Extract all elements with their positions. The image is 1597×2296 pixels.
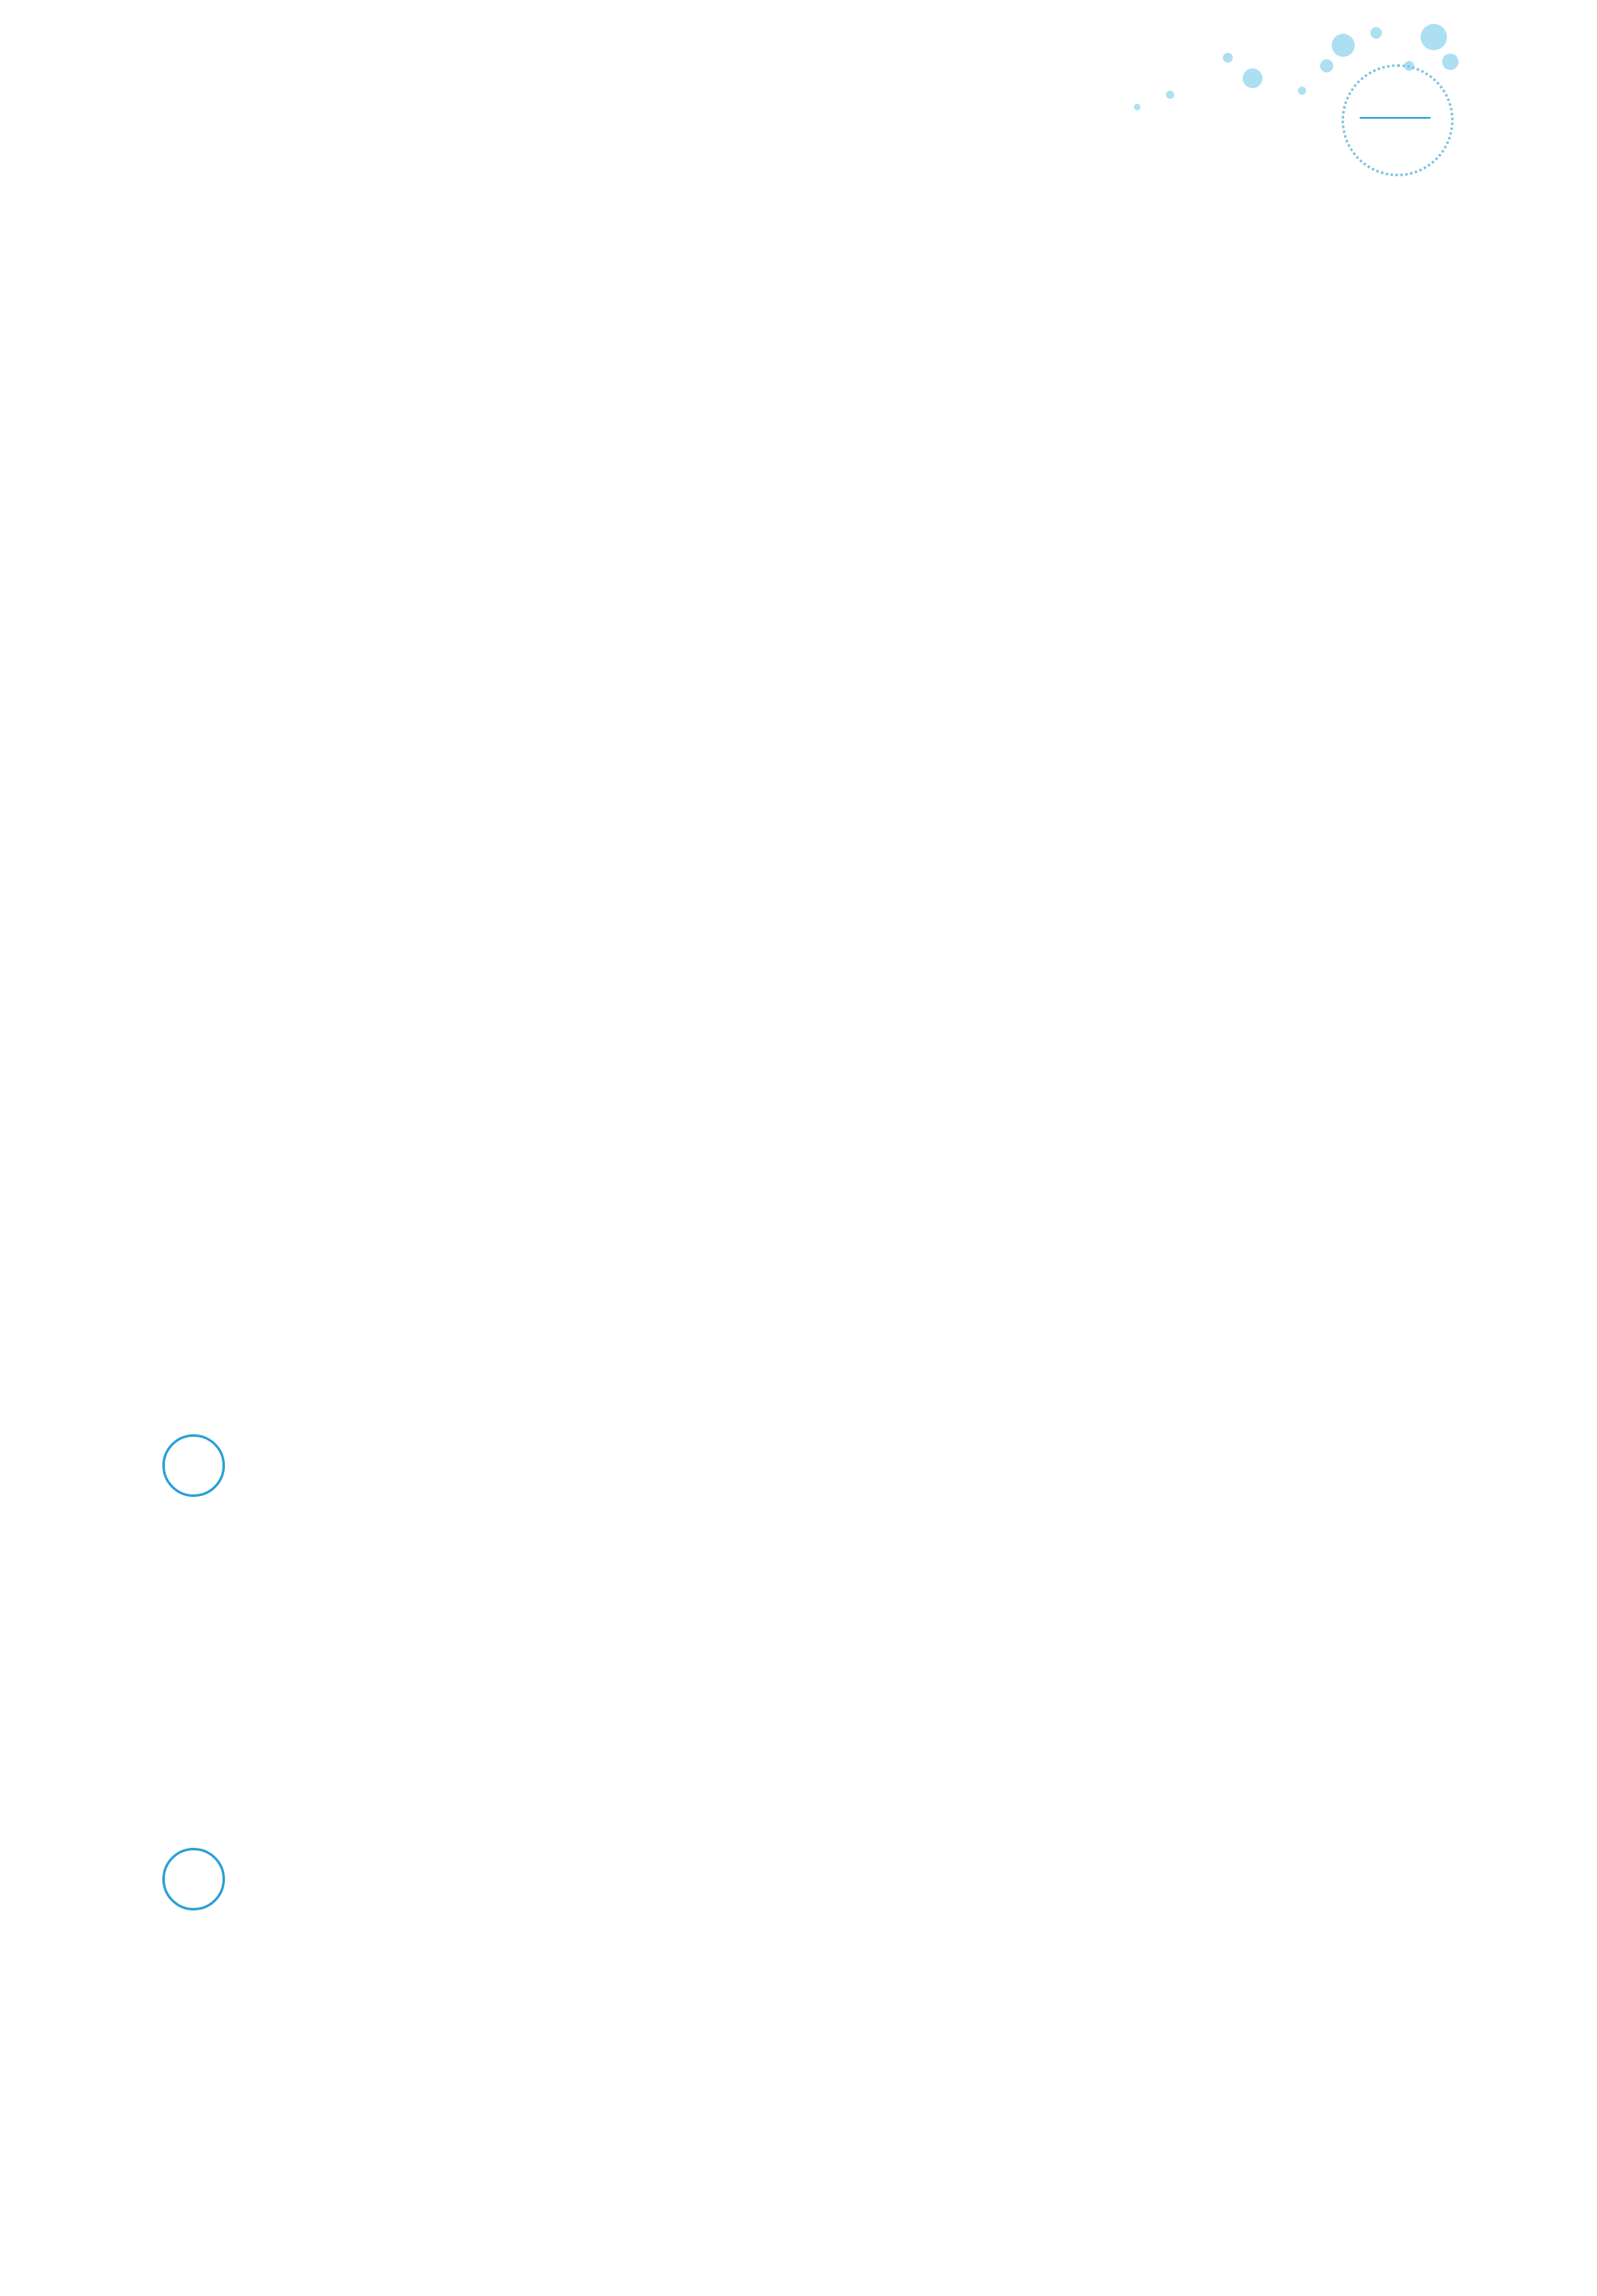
circle-icon <box>162 1434 225 1497</box>
section-title-compare <box>130 1391 233 1497</box>
circle-icon <box>162 1848 225 1910</box>
section-title-operators <box>130 1804 233 1910</box>
